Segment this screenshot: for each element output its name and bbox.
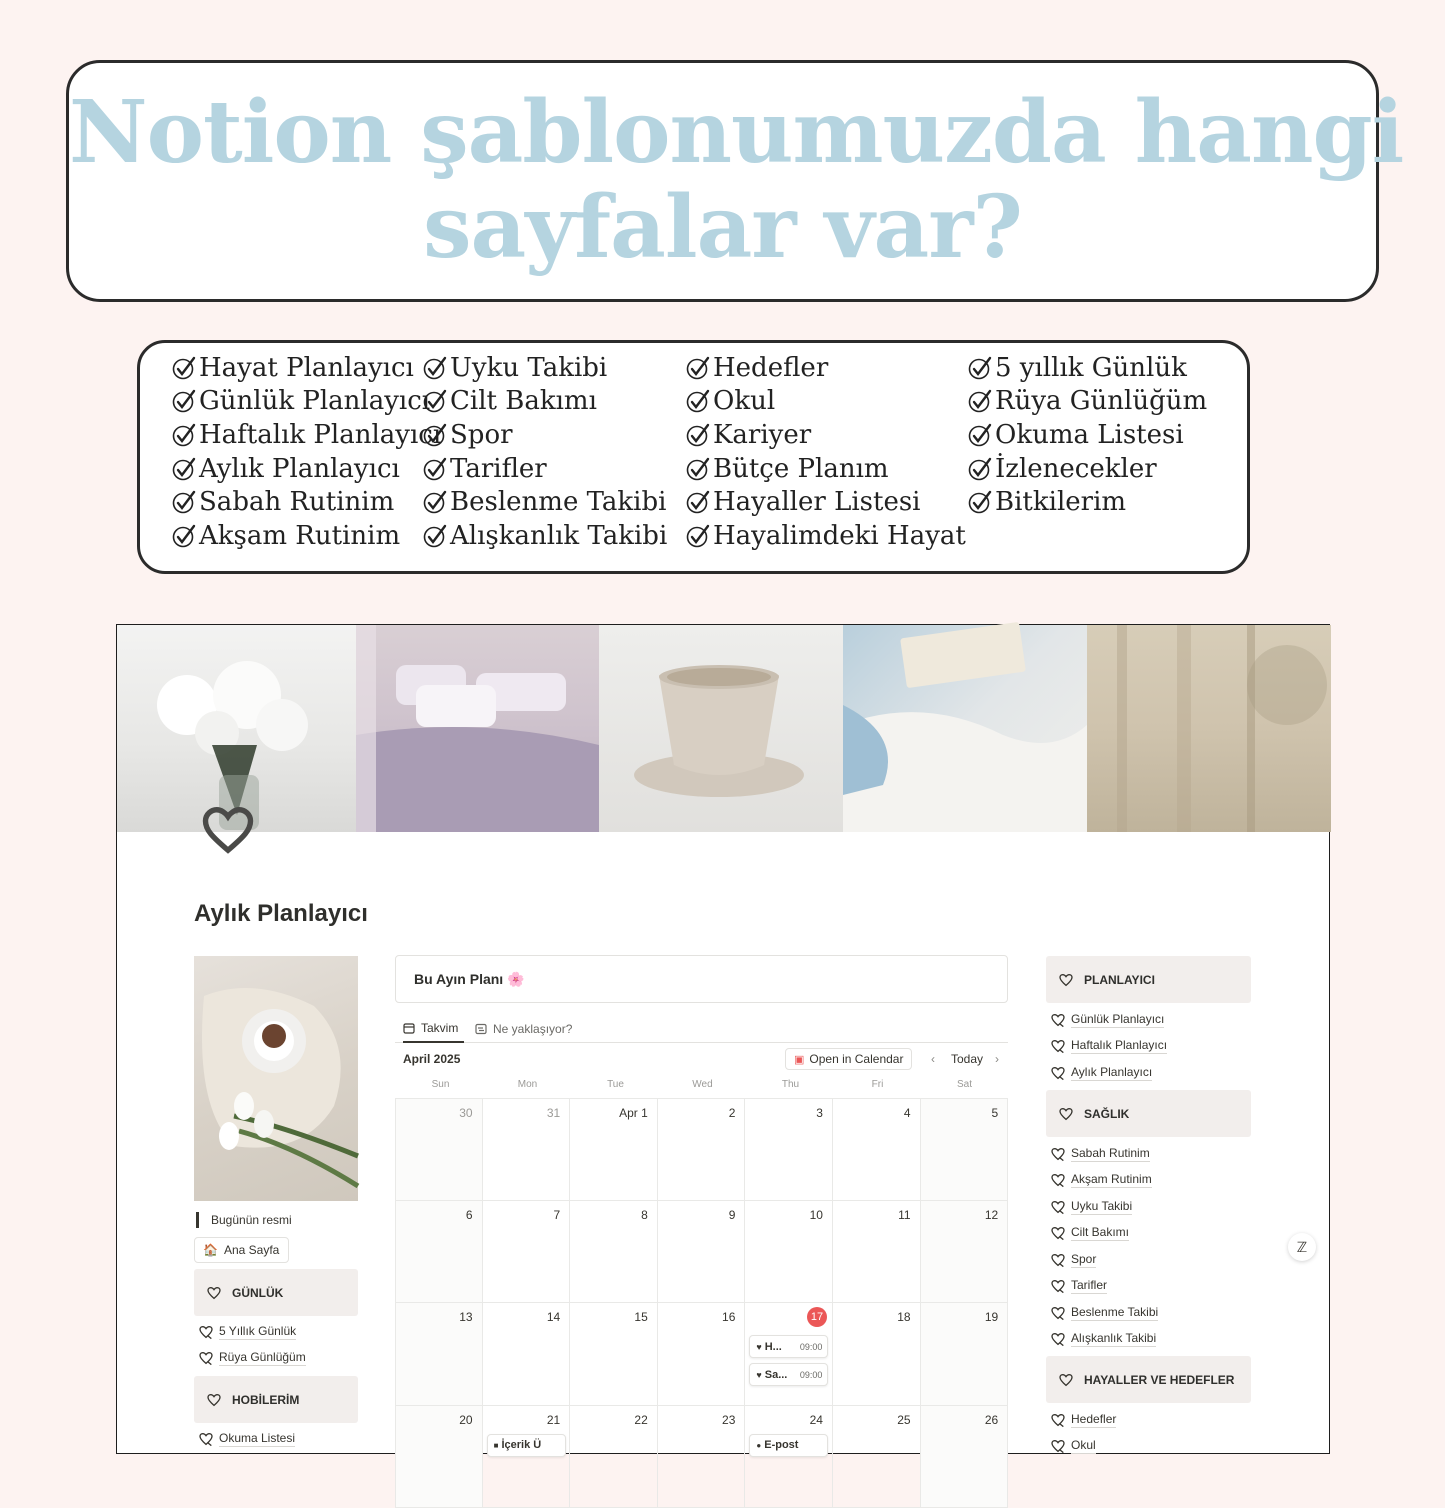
page-item (172, 485, 441, 519)
weekday-mon: Mon (517, 1079, 538, 1090)
day-number: 6 (465, 1207, 473, 1222)
day-cell[interactable] (745, 1201, 833, 1304)
day-cell[interactable] (833, 1303, 921, 1406)
day-cell[interactable] (483, 1201, 571, 1304)
page-item (686, 485, 966, 519)
heart-link-icon (1050, 1065, 1066, 1081)
check-icon (423, 524, 447, 548)
section-title: PLANLAYICI (1084, 972, 1155, 987)
link-sabah-rutinim[interactable] (1050, 1146, 1150, 1162)
photo-caption: Bugünün resmi (196, 1212, 292, 1228)
calendar-app-icon: ▣ (794, 1053, 805, 1066)
month-plan-title: Bu Ayın Planı (414, 971, 504, 987)
page-item (423, 519, 667, 553)
day-number: 19 (984, 1310, 999, 1325)
day-cell[interactable] (483, 1406, 571, 1508)
page-item (172, 385, 441, 419)
cocoa-tulips-illustration (194, 956, 358, 1201)
day-cell[interactable] (395, 1098, 483, 1201)
check-icon (968, 356, 992, 380)
heart-link-icon (1050, 1278, 1066, 1294)
page-item (686, 418, 966, 452)
link-label: Tarifler (1071, 1278, 1108, 1292)
tab-label: Ne yaklaşıyor? (493, 1022, 573, 1036)
heart-link-icon (1050, 1412, 1066, 1428)
heart-icon (1058, 972, 1074, 988)
heart-page-icon[interactable] (201, 803, 255, 857)
page-label: Hayaller Listesi (713, 487, 921, 518)
day-number: 24 (809, 1412, 823, 1427)
event-title: İçerik Ü (501, 1439, 542, 1452)
page-item (968, 385, 1207, 419)
heart-link-icon (198, 1350, 214, 1366)
tab-ne-yaklasiyor[interactable] (475, 1015, 572, 1043)
headline-line-2: sayfalar var? (423, 177, 1022, 278)
day-number: 23 (722, 1412, 736, 1427)
day-cell[interactable] (921, 1303, 1009, 1406)
day-number: 15 (634, 1310, 648, 1325)
cover-photo-book (843, 625, 1087, 832)
day-cell[interactable] (658, 1098, 746, 1201)
day-cell[interactable] (570, 1406, 658, 1508)
check-icon (968, 389, 992, 413)
notion-screenshot (116, 624, 1330, 1454)
pages-list-box (137, 340, 1250, 574)
tab-label: Takvim (421, 1021, 459, 1035)
link-spor[interactable] (1050, 1252, 1096, 1268)
page-item (423, 351, 667, 385)
check-icon (686, 423, 710, 447)
link-label: Hedefler (1071, 1412, 1117, 1426)
pages-column-4 (968, 351, 1207, 519)
home-button[interactable] (194, 1237, 289, 1263)
page-item (172, 452, 441, 486)
heart-icon (206, 1392, 222, 1408)
day-number: 13 (459, 1310, 473, 1325)
cover-photo-bed (356, 625, 599, 832)
page-label: Aylık Planlayıcı (199, 453, 400, 484)
day-number: 20 (459, 1412, 473, 1427)
weekday-wed: Wed (692, 1079, 713, 1090)
section-title: GÜNLÜK (232, 1285, 284, 1300)
link-aylik-planlayici[interactable] (1050, 1065, 1152, 1081)
link-beslenme-takibi[interactable] (1050, 1305, 1158, 1321)
day-number: 31 (546, 1106, 561, 1120)
calendar-icon (403, 1022, 415, 1034)
check-icon (968, 457, 992, 481)
day-number: 21 (546, 1412, 561, 1427)
link-label: Rüya Günlüğüm (219, 1350, 306, 1364)
day-number: 11 (898, 1207, 911, 1222)
page-label: Okul (713, 386, 776, 417)
check-icon (686, 457, 710, 481)
page-item (423, 385, 667, 419)
todays-photo (194, 956, 358, 1201)
day-number: 4 (903, 1106, 911, 1120)
link-label: Sabah Rutinim (1071, 1146, 1150, 1160)
day-cell[interactable] (395, 1201, 483, 1304)
weekday-fri: Fri (871, 1079, 884, 1090)
check-icon (423, 490, 447, 514)
heart-icon (1058, 1372, 1074, 1388)
page-label: Uyku Takibi (450, 352, 608, 383)
next-month-button[interactable]: › (995, 1052, 999, 1066)
section-planlayici[interactable] (1046, 956, 1251, 1003)
event-title: H... (764, 1340, 782, 1353)
check-icon (686, 389, 710, 413)
day-number: 22 (634, 1412, 648, 1427)
page-label: Günlük Planlayıcı (199, 386, 431, 417)
calendar-event[interactable] (749, 1363, 828, 1386)
check-icon (172, 389, 196, 413)
page-label: Kariyer (713, 419, 812, 450)
link-label: Beslenme Takibi (1071, 1305, 1159, 1319)
page-item (423, 418, 667, 452)
link-uyku-takibi[interactable] (1050, 1199, 1132, 1215)
day-number: 26 (984, 1412, 999, 1427)
cover-photo-cup (599, 625, 843, 832)
calendar-grid (395, 1098, 1008, 1458)
link-label: Haftalık Planlayıcı (1071, 1038, 1168, 1052)
page-item (686, 452, 966, 486)
day-cell[interactable] (833, 1098, 921, 1201)
month-plan-heading[interactable] (395, 955, 1008, 1003)
timeline-icon (475, 1023, 487, 1035)
heart-link-icon (1050, 1199, 1066, 1215)
prev-month-button[interactable]: ‹ (931, 1052, 935, 1066)
view-tabs (395, 1015, 1008, 1043)
page-label: Spor (450, 419, 513, 450)
page-label: Rüya Günlüğüm (995, 386, 1208, 417)
day-cell[interactable] (921, 1406, 1009, 1508)
day-number: 2 (728, 1106, 736, 1120)
check-icon (172, 356, 196, 380)
link-aksam-rutinim[interactable] (1050, 1172, 1152, 1188)
page-label: Hayat Planlayıcı (199, 352, 414, 383)
today-button[interactable]: Today (951, 1052, 984, 1066)
page-item (172, 519, 441, 553)
day-cell[interactable] (395, 1303, 483, 1406)
link-ruya-gunlugum[interactable] (198, 1350, 306, 1366)
day-number: 3 (816, 1106, 823, 1120)
event-time: 09:00 (799, 1369, 823, 1380)
page-item (686, 351, 966, 385)
section-hayaller-ve-hedefler[interactable] (1046, 1356, 1251, 1403)
link-label: Okuma Listesi (219, 1431, 296, 1445)
open-in-calendar-label: Open in Calendar (809, 1052, 904, 1066)
heart-icon (1058, 1106, 1074, 1122)
day-number: Apr 1 (619, 1106, 648, 1120)
open-in-calendar-button[interactable] (785, 1048, 912, 1070)
weekday-tue: Tue (607, 1079, 624, 1090)
heart-link-icon (1050, 1146, 1066, 1162)
check-icon (423, 423, 447, 447)
page-label: Alışkanlık Takibi (450, 520, 668, 551)
check-icon (172, 423, 196, 447)
page-item (686, 519, 966, 553)
day-cell[interactable] (658, 1303, 746, 1406)
calendar-event[interactable] (749, 1335, 828, 1358)
link-aliskanlik-takibi[interactable] (1050, 1331, 1156, 1347)
page-item (686, 385, 966, 419)
cup-illustration (599, 625, 843, 832)
page-label: Akşam Rutinim (199, 520, 401, 551)
link-label: Cilt Bakımı (1071, 1225, 1130, 1239)
check-icon (172, 457, 196, 481)
cover-photo-flowers (117, 625, 356, 832)
curtain-illustration (1087, 625, 1331, 832)
page-label: Bitkilerim (995, 487, 1127, 518)
page-item (968, 485, 1207, 519)
check-icon (172, 490, 196, 514)
flowers-illustration (117, 625, 356, 832)
link-label: Akşam Rutinim (1071, 1172, 1152, 1186)
day-cell[interactable] (833, 1406, 921, 1508)
page-label: Haftalık Planlayıcı (199, 419, 442, 450)
day-number: 12 (984, 1207, 999, 1222)
day-number: 8 (641, 1207, 648, 1222)
page-label: Beslenme Takibi (450, 487, 667, 518)
link-tarifler[interactable] (1050, 1278, 1107, 1294)
link-label: Uyku Takibi (1071, 1199, 1133, 1213)
section-title: SAĞLIK (1084, 1106, 1130, 1121)
page-label: Okuma Listesi (995, 419, 1184, 450)
pages-column-1 (172, 351, 441, 553)
heart-link-icon (1050, 1172, 1066, 1188)
link-label: 5 Yıllık Günlük (219, 1324, 297, 1338)
day-cell[interactable] (395, 1406, 483, 1508)
page-item (172, 351, 441, 385)
day-number: 30 (459, 1106, 473, 1120)
cover-image[interactable] (117, 625, 1331, 832)
heart-link-icon (1050, 1225, 1066, 1241)
page-item (968, 452, 1207, 486)
heart-link-icon (1050, 1012, 1066, 1028)
check-icon (686, 356, 710, 380)
heart-link-icon (1050, 1438, 1066, 1454)
heart-link-icon (1050, 1305, 1066, 1321)
check-icon (172, 524, 196, 548)
cover-photo-curtain (1087, 625, 1331, 832)
heart-icon (206, 1285, 222, 1301)
page-item (968, 351, 1207, 385)
page-item (423, 485, 667, 519)
link-label: Günlük Planlayıcı (1071, 1012, 1165, 1026)
page-item (423, 452, 667, 486)
heart-event-icon: ♥ (756, 1341, 762, 1352)
page-label: Tarifler (450, 453, 547, 484)
heart-link-icon (1050, 1252, 1066, 1268)
book-illustration (843, 625, 1087, 832)
link-label: Aylık Planlayıcı (1071, 1065, 1153, 1079)
event-title: E-post (764, 1439, 799, 1452)
day-cell[interactable] (570, 1098, 658, 1201)
section-title: HOBİLERİM (232, 1392, 300, 1407)
page-label: Hedefler (713, 352, 829, 383)
day-cell[interactable] (921, 1201, 1009, 1304)
page-label: Cilt Bakımı (450, 386, 597, 417)
event-time: 09:00 (799, 1341, 823, 1352)
calendar-event[interactable] (487, 1434, 566, 1457)
weekday-thu: Thu (781, 1079, 800, 1090)
day-number: 9 (728, 1207, 736, 1222)
heart-link-icon (1050, 1331, 1066, 1347)
page-label: İzlenecekler (995, 453, 1157, 484)
link-okuma-listesi[interactable] (198, 1431, 295, 1447)
check-icon (423, 356, 447, 380)
heart-link-icon (1050, 1038, 1066, 1054)
page-label: Sabah Rutinim (199, 487, 395, 518)
section-hobilerim[interactable] (194, 1376, 358, 1423)
event-title: Sa... (764, 1368, 788, 1381)
day-cell[interactable] (483, 1098, 571, 1201)
day-number: 5 (991, 1106, 999, 1120)
page-item (172, 418, 441, 452)
section-title: HAYALLER VE HEDEFLER (1084, 1372, 1235, 1387)
link-haftalik-planlayici[interactable] (1050, 1038, 1167, 1054)
today-day-number: 17 (807, 1307, 827, 1327)
weekday-sun: Sun (431, 1079, 450, 1090)
link-gunluk-planlayici[interactable] (1050, 1012, 1164, 1028)
day-cell[interactable] (483, 1303, 571, 1406)
heart-event-icon: ♥ (756, 1369, 762, 1380)
check-icon (423, 389, 447, 413)
day-cell-today[interactable] (745, 1303, 833, 1406)
pages-column-3 (686, 351, 966, 553)
headline-line-1: Notion şablonumuzda hangi (69, 82, 1404, 183)
link-cilt-bakimi[interactable] (1050, 1225, 1129, 1241)
check-icon (686, 490, 710, 514)
page-label: Bütçe Planım (713, 453, 889, 484)
day-cell[interactable] (921, 1098, 1009, 1201)
day-cell[interactable] (745, 1098, 833, 1201)
day-number: 14 (546, 1310, 561, 1325)
heart-link-icon (198, 1431, 214, 1447)
day-cell[interactable] (570, 1303, 658, 1406)
link-okul[interactable] (1050, 1438, 1096, 1454)
day-number: 18 (897, 1310, 911, 1325)
heart-link-icon (198, 1324, 214, 1340)
check-icon (968, 423, 992, 447)
weekday-sat: Sat (956, 1079, 972, 1090)
day-cell[interactable] (570, 1201, 658, 1304)
day-cell[interactable] (833, 1201, 921, 1304)
home-button-label: Ana Sayfa (223, 1243, 280, 1257)
square-event-icon: ■ (493, 1440, 499, 1450)
day-number: 16 (722, 1310, 736, 1325)
headline-box (66, 60, 1404, 302)
page-label: Hayalimdeki Hayat (713, 520, 966, 551)
day-cell[interactable] (658, 1201, 746, 1304)
section-gunluk[interactable] (194, 1269, 358, 1316)
tab-takvim[interactable] (403, 1015, 464, 1043)
check-icon (968, 490, 992, 514)
day-number: 7 (553, 1207, 561, 1222)
section-saglik[interactable] (1046, 1090, 1251, 1137)
check-icon (423, 457, 447, 481)
lock-event-icon: ● (756, 1440, 762, 1450)
calendar-event[interactable] (749, 1434, 828, 1457)
check-icon (686, 524, 710, 548)
flower-icon: 🌸 (507, 970, 525, 987)
page-item (968, 418, 1207, 452)
bed-illustration (356, 625, 599, 832)
page-title: Aylık Planlayıcı (194, 900, 368, 927)
day-cell[interactable] (658, 1406, 746, 1508)
day-number: 10 (809, 1207, 823, 1222)
pages-column-2 (423, 351, 667, 553)
link-hedefler[interactable] (1050, 1412, 1116, 1428)
house-icon: 🏠 (203, 1243, 218, 1257)
link-label: Spor (1071, 1252, 1097, 1266)
month-label: April 2025 (403, 1052, 461, 1066)
ai-assistant-button[interactable]: ℤ (1288, 1233, 1316, 1261)
day-number: 25 (897, 1412, 911, 1427)
link-5-yillik-gunluk[interactable] (198, 1324, 296, 1340)
page-label: 5 yıllık Günlük (995, 352, 1187, 383)
link-label: Alışkanlık Takibi (1071, 1331, 1157, 1345)
link-label: Okul (1071, 1438, 1096, 1452)
day-cell[interactable] (745, 1406, 833, 1508)
